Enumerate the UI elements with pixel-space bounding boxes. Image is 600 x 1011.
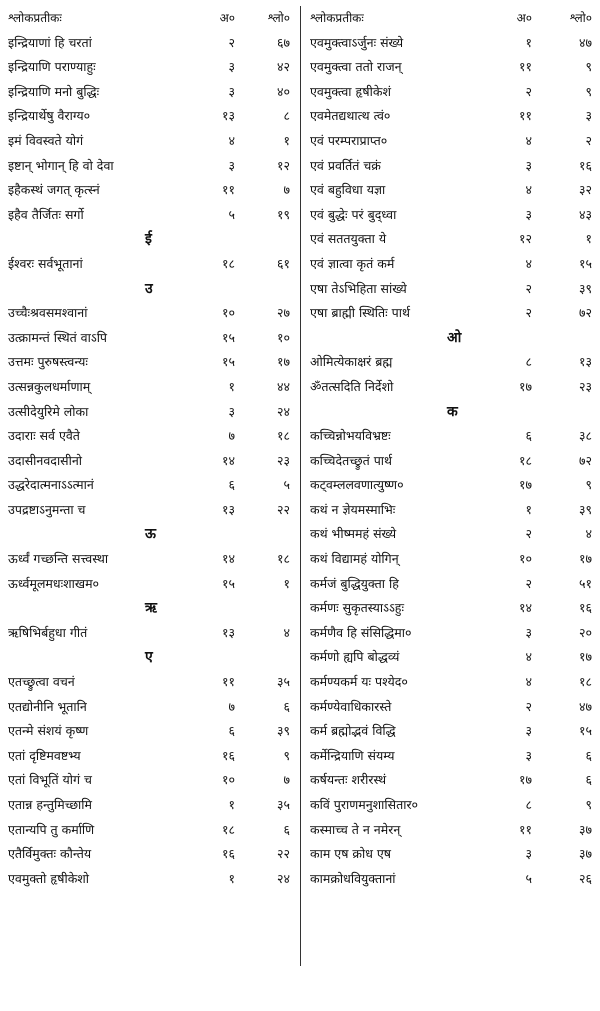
entry-text: इन्द्रियाणां हि चरतां <box>8 34 92 50</box>
entry-adhyaya: १६ <box>221 747 235 763</box>
index-entry <box>0 31 300 56</box>
entry-text: इमं विवस्वते योगं <box>8 132 84 148</box>
entry-text: ईश्वरः सर्वभूतानां <box>8 255 83 271</box>
entry-shloka: १ <box>283 575 290 591</box>
entry-adhyaya: १६ <box>221 846 235 862</box>
header-title: श्लोकप्रतीकः <box>310 11 364 25</box>
entry-adhyaya: १० <box>221 772 235 788</box>
index-entry <box>0 547 300 572</box>
entry-adhyaya: ४ <box>525 649 532 665</box>
entry-text: इन्द्रियार्थेषु वैराग्य० <box>8 108 91 124</box>
entry-adhyaya: ६ <box>525 428 532 444</box>
index-entry <box>0 104 300 129</box>
entry-adhyaya: २ <box>525 83 532 99</box>
entry-adhyaya: १८ <box>221 255 235 271</box>
entry-text: कर्मण्येवाधिकारस्ते <box>310 698 392 714</box>
index-entry <box>302 768 600 793</box>
section-letter-text: क <box>447 403 458 420</box>
entry-adhyaya: ४ <box>525 255 532 271</box>
index-entry <box>0 793 300 818</box>
right-header <box>302 6 600 31</box>
entry-shloka: ४७ <box>578 698 592 714</box>
entry-adhyaya: २ <box>525 280 532 296</box>
entry-shloka: ३५ <box>276 674 290 690</box>
entry-shloka: २२ <box>276 846 290 862</box>
entry-text: उपद्रष्टाऽनुमन्ता च <box>8 501 86 517</box>
entry-text: कर्मणैव हि संसिद्धिमा० <box>310 624 412 640</box>
entry-adhyaya: १५ <box>221 575 235 591</box>
entry-text: उदाराः सर्व एवैते <box>8 428 80 444</box>
index-entry <box>0 80 300 105</box>
index-entry <box>302 154 600 179</box>
entry-shloka: २३ <box>578 378 592 394</box>
entry-shloka: ३७ <box>578 846 592 862</box>
entry-text: ओमित्येकाक्षरं ब्रह्म <box>310 354 393 370</box>
entry-shloka: १५ <box>578 723 592 739</box>
index-entry <box>302 572 600 597</box>
entry-shloka: ६ <box>585 747 592 763</box>
entry-text: उत्तमः पुरुषस्त्वन्यः <box>8 354 88 370</box>
entry-shloka: ५ <box>283 477 290 493</box>
entry-shloka: २ <box>585 132 592 148</box>
entry-text: कर्मेन्द्रियाणि संयम्य <box>310 747 395 763</box>
entry-shloka: ४ <box>585 526 592 542</box>
entry-text: एवं बहुविधा यज्ञा <box>310 182 386 198</box>
entry-text: कर्म ब्रह्मोद्भवं विद्धि <box>310 723 396 739</box>
entry-shloka: ३९ <box>578 280 592 296</box>
entry-text: इन्द्रियाणि मनो बुद्धिः <box>8 83 100 99</box>
entry-shloka: ३९ <box>578 501 592 517</box>
index-entry <box>302 498 600 523</box>
entry-text: उत्क्रामन्तं स्थितं वाऽपि <box>8 329 108 345</box>
entry-shloka: १ <box>585 231 592 247</box>
entry-text: एतद्योनीनि भूतानि <box>8 698 87 714</box>
right-entries <box>302 31 600 892</box>
index-entry <box>302 203 600 228</box>
entry-shloka: ६ <box>585 772 592 788</box>
entry-text: इहैव तैर्जितः सर्गो <box>8 206 84 222</box>
entry-text: एवं ज्ञात्वा कृतं कर्म <box>310 255 395 271</box>
section-letter <box>0 645 300 670</box>
entry-text: एषा तेऽभिहिता सांख्ये <box>310 280 407 296</box>
header-adhyaya: अ० <box>516 11 532 25</box>
entry-adhyaya: १ <box>228 797 235 812</box>
entry-shloka: १८ <box>276 551 290 567</box>
entry-adhyaya: ३ <box>228 59 235 75</box>
index-entry <box>0 498 300 523</box>
entry-adhyaya: ११ <box>518 108 532 124</box>
index-entry <box>0 375 300 400</box>
entry-text: कच्चिदेतच्छ्रुतं पार्थ <box>310 452 393 468</box>
entry-adhyaya: ४ <box>525 182 532 198</box>
header-adhyaya: अ० <box>219 11 235 25</box>
entry-text: कर्मणो ह्यपि बोद्धव्यं <box>310 649 400 665</box>
entry-adhyaya: ८ <box>525 354 532 370</box>
entry-adhyaya: १७ <box>518 772 532 788</box>
index-entry <box>302 104 600 129</box>
entry-shloka: १८ <box>276 428 290 444</box>
entry-shloka: २६ <box>578 870 592 886</box>
entry-shloka: ३५ <box>276 797 290 812</box>
index-entry <box>0 670 300 695</box>
index-entry <box>0 695 300 720</box>
entry-shloka: ९ <box>283 747 290 763</box>
index-entry <box>302 695 600 720</box>
entry-text: एवमुक्त्वाऽर्जुनः संख्ये <box>310 34 404 50</box>
entry-text: कथं भीष्ममहं संख्ये <box>310 526 397 542</box>
index-entry <box>0 326 300 351</box>
entry-shloka: १६ <box>578 157 592 173</box>
entry-adhyaya: ३ <box>228 403 235 419</box>
entry-text: एवं परम्पराप्राप्त० <box>310 132 388 148</box>
index-entry <box>0 744 300 769</box>
entry-adhyaya: ५ <box>525 870 532 886</box>
section-letter-text: ऊ <box>145 526 156 543</box>
right-column <box>302 6 600 891</box>
entry-shloka: ३७ <box>578 821 592 837</box>
entry-shloka: ३ <box>585 108 592 124</box>
entry-text: उद्धरेदात्मनाऽऽत्मानं <box>8 477 94 493</box>
entry-shloka: १६ <box>578 600 592 616</box>
entry-text: एतां विभूतिं योगं च <box>8 772 92 788</box>
entry-text: एवमुक्त्वा हृषीकेशं <box>310 83 391 99</box>
entry-adhyaya: २ <box>525 698 532 714</box>
index-entry <box>302 547 600 572</box>
section-letter <box>302 326 600 351</box>
entry-adhyaya: २ <box>525 575 532 591</box>
index-entry <box>0 867 300 892</box>
index-entry <box>302 350 600 375</box>
index-entry <box>0 178 300 203</box>
entry-text: एवं सततयुक्ता ये <box>310 231 387 247</box>
entry-text: एतान्न हन्तुमिच्छामि <box>8 797 93 812</box>
index-entry <box>302 178 600 203</box>
entry-adhyaya: १ <box>525 501 532 517</box>
entry-shloka: ९ <box>585 477 592 493</box>
entry-shloka: ४० <box>276 83 290 99</box>
entry-text: एवमुक्त्वा ततो राजन् <box>310 59 402 75</box>
entry-adhyaya: ११ <box>221 182 235 198</box>
entry-adhyaya: १४ <box>221 551 235 567</box>
entry-text: एवमेतद्यथात्थ त्वं० <box>310 108 391 124</box>
section-letter-text: ई <box>145 231 152 248</box>
index-entry <box>302 793 600 818</box>
entry-text: इन्द्रियाणि पराण्याहुः <box>8 59 96 75</box>
entry-text: कच्चिन्नोभयविभ्रष्टः <box>310 428 391 444</box>
entry-adhyaya: ४ <box>525 132 532 148</box>
index-entry <box>302 227 600 252</box>
entry-text: ॐतत्सदिति निर्देशो <box>310 378 394 394</box>
entry-shloka: ४३ <box>578 206 592 222</box>
section-letter <box>0 277 300 302</box>
entry-adhyaya: ४ <box>525 674 532 690</box>
entry-shloka: १७ <box>578 551 592 567</box>
entry-adhyaya: ४ <box>228 132 235 148</box>
entry-shloka: १ <box>283 132 290 148</box>
index-entry <box>0 424 300 449</box>
entry-text: कर्मजं बुद्धियुक्ता हि <box>310 575 399 591</box>
index-entry <box>302 277 600 302</box>
entry-text: उत्सन्नकुलधर्माणाम् <box>8 378 91 394</box>
entry-shloka: ७२ <box>578 452 592 468</box>
entry-shloka: १७ <box>578 649 592 665</box>
entry-shloka: १९ <box>276 206 290 222</box>
entry-text: ऊर्ध्वं गच्छन्ति सत्त्वस्था <box>8 551 109 567</box>
entry-adhyaya: १२ <box>518 231 532 247</box>
entry-text: कथं न ज्ञेयमस्माभिः <box>310 501 396 517</box>
entry-adhyaya: १७ <box>518 378 532 394</box>
entry-adhyaya: १ <box>228 378 235 394</box>
index-entry <box>0 842 300 867</box>
entry-text: उदासीनवदासीनो <box>8 452 83 468</box>
section-letter <box>0 227 300 252</box>
entry-text: ऊर्ध्वमूलमधःशाखम० <box>8 575 100 591</box>
entry-shloka: १८ <box>578 674 592 690</box>
entry-text: काम एष क्रोध एष <box>310 846 392 862</box>
entry-shloka: १२ <box>276 157 290 173</box>
entry-shloka: २४ <box>276 403 290 419</box>
entry-adhyaya: ३ <box>525 157 532 173</box>
entry-text: उत्सीदेयुरिमे लोका <box>8 403 89 419</box>
entry-adhyaya: १८ <box>221 821 235 837</box>
index-entry <box>302 867 600 892</box>
section-letter <box>0 596 300 621</box>
entry-adhyaya: ७ <box>228 698 235 714</box>
entry-text: इहैकस्थं जगत् कृत्स्नं <box>8 182 100 198</box>
entry-text: कविं पुराणमनुशासितार० <box>310 797 419 812</box>
entry-adhyaya: ३ <box>525 846 532 862</box>
entry-adhyaya: ३ <box>525 747 532 763</box>
index-entry <box>0 55 300 80</box>
index-entry <box>302 252 600 277</box>
entry-shloka: ४२ <box>276 59 290 75</box>
entry-adhyaya: १५ <box>221 354 235 370</box>
index-entry <box>302 55 600 80</box>
entry-shloka: ९ <box>585 59 592 75</box>
entry-text: एतां दृष्टिमवष्टभ्य <box>8 747 81 763</box>
index-entry <box>0 768 300 793</box>
entry-text: एतच्छ्रुत्वा वचनं <box>8 674 75 690</box>
entry-shloka: २४ <box>276 870 290 886</box>
entry-adhyaya: ३ <box>228 157 235 173</box>
index-entry <box>0 301 300 326</box>
entry-shloka: १० <box>276 329 290 345</box>
index-entry <box>302 719 600 744</box>
entry-shloka: १३ <box>578 354 592 370</box>
index-entry <box>302 744 600 769</box>
entry-text: कट्वम्ललवणात्युष्ण० <box>310 477 404 493</box>
entry-text: एतैर्विमुक्तः कौन्तेय <box>8 846 92 862</box>
entry-adhyaya: ११ <box>518 59 532 75</box>
entry-text: कर्मण्यकर्म यः पश्येद० <box>310 674 408 690</box>
entry-text: कस्माच्च ते न नमेरन् <box>310 821 401 837</box>
section-letter <box>0 522 300 547</box>
entry-text: उच्चैःश्रवसमश्वानां <box>8 305 88 321</box>
entry-text: एतान्यपि तु कर्माणि <box>8 821 95 837</box>
index-entry <box>0 818 300 843</box>
section-letter-text: उ <box>145 280 153 297</box>
entry-shloka: १५ <box>578 255 592 271</box>
entry-adhyaya: १७ <box>518 477 532 493</box>
entry-shloka: ४४ <box>276 378 290 394</box>
index-entry <box>0 252 300 277</box>
index-entry <box>302 818 600 843</box>
entry-adhyaya: ५ <box>228 206 235 222</box>
entry-shloka: ६ <box>283 821 290 837</box>
entry-adhyaya: १० <box>221 305 235 321</box>
entry-text: एषा ब्राह्मी स्थितिः पार्थ <box>310 305 410 321</box>
entry-adhyaya: १ <box>525 34 532 50</box>
entry-adhyaya: ६ <box>228 477 235 493</box>
entry-text: कथं विद्यामहं योगिन् <box>310 551 399 567</box>
index-entry <box>302 129 600 154</box>
left-entries <box>0 31 300 892</box>
entry-shloka: २७ <box>276 305 290 321</box>
entry-text: इष्टान् भोगान् हि वो देवा <box>8 157 114 173</box>
entry-shloka: २० <box>578 624 592 640</box>
entry-adhyaya: २ <box>525 526 532 542</box>
entry-shloka: ५१ <box>578 575 592 591</box>
index-entry <box>0 473 300 498</box>
index-entry <box>302 522 600 547</box>
index-entry <box>0 129 300 154</box>
entry-text: कर्षयन्तः शरीरस्थं <box>310 772 387 788</box>
header-shloka: श्लो० <box>267 11 290 25</box>
entry-shloka: २३ <box>276 452 290 468</box>
index-entry <box>302 375 600 400</box>
entry-text: एतन्मे संशयं कृष्ण <box>8 723 89 739</box>
entry-text: कामक्रोधवियुक्तानां <box>310 870 396 886</box>
left-column <box>0 6 300 891</box>
entry-adhyaya: ११ <box>518 821 532 837</box>
entry-shloka: ४ <box>283 624 290 640</box>
entry-text: एवमुक्तो हृषीकेशो <box>8 870 90 886</box>
entry-adhyaya: १३ <box>221 108 235 124</box>
entry-shloka: ३२ <box>578 182 592 198</box>
entry-adhyaya: १३ <box>221 501 235 517</box>
index-entry <box>302 449 600 474</box>
left-header <box>0 6 300 31</box>
entry-adhyaya: १४ <box>221 452 235 468</box>
entry-adhyaya: ७ <box>228 428 235 444</box>
entry-adhyaya: ११ <box>221 674 235 690</box>
entry-text: कर्मणः सुकृतस्याऽऽहुः <box>310 600 404 616</box>
section-letter-text: ऋ <box>145 600 157 617</box>
index-entry <box>302 596 600 621</box>
index-entry <box>0 400 300 425</box>
entry-shloka: ९ <box>585 797 592 812</box>
entry-shloka: २२ <box>276 501 290 517</box>
column-divider <box>300 6 301 966</box>
entry-adhyaya: ३ <box>525 624 532 640</box>
entry-adhyaya: ३ <box>525 723 532 739</box>
entry-text: ऋषिभिर्बहुधा गीतं <box>8 624 88 640</box>
entry-adhyaya: १८ <box>518 452 532 468</box>
entry-adhyaya: ३ <box>228 83 235 99</box>
entry-adhyaya: १४ <box>518 600 532 616</box>
index-entry <box>0 350 300 375</box>
index-entry <box>302 645 600 670</box>
entry-adhyaya: २ <box>228 34 235 50</box>
index-entry <box>0 719 300 744</box>
entry-shloka: १७ <box>276 354 290 370</box>
entry-text: एवं बुद्धेः परं बुद्ध्वा <box>310 206 397 222</box>
entry-adhyaya: १ <box>228 870 235 886</box>
header-title: श्लोकप्रतीकः <box>8 11 62 25</box>
section-letter <box>302 400 600 425</box>
index-entry <box>302 31 600 56</box>
entry-shloka: ७ <box>283 772 290 788</box>
entry-adhyaya: १५ <box>221 329 235 345</box>
entry-adhyaya: १३ <box>221 624 235 640</box>
entry-shloka: ४७ <box>578 34 592 50</box>
index-entry <box>302 301 600 326</box>
index-entry <box>302 621 600 646</box>
entry-adhyaya: ८ <box>525 797 532 812</box>
index-entry <box>302 424 600 449</box>
section-letter-text: ओ <box>447 329 462 346</box>
index-entry <box>0 572 300 597</box>
entry-shloka: ३८ <box>578 428 592 444</box>
index-entry <box>0 449 300 474</box>
index-entry <box>0 203 300 228</box>
index-entry <box>302 80 600 105</box>
entry-adhyaya: २ <box>525 305 532 321</box>
entry-shloka: ३९ <box>276 723 290 739</box>
entry-shloka: ९ <box>585 83 592 99</box>
entry-shloka: ६७ <box>276 34 290 50</box>
entry-shloka: ६१ <box>276 255 290 271</box>
entry-adhyaya: १० <box>518 551 532 567</box>
index-entry <box>0 621 300 646</box>
header-shloka: श्लो० <box>569 11 592 25</box>
entry-adhyaya: ६ <box>228 723 235 739</box>
entry-shloka: ७ <box>283 182 290 198</box>
index-entry <box>0 154 300 179</box>
index-entry <box>302 842 600 867</box>
index-entry <box>302 670 600 695</box>
entry-text: एवं प्रवर्तितं चक्रं <box>310 157 381 173</box>
index-entry <box>302 473 600 498</box>
entry-shloka: ६ <box>283 698 290 714</box>
entry-shloka: ७२ <box>578 305 592 321</box>
entry-adhyaya: ३ <box>525 206 532 222</box>
section-letter-text: ए <box>145 649 153 666</box>
entry-shloka: ८ <box>283 108 290 124</box>
